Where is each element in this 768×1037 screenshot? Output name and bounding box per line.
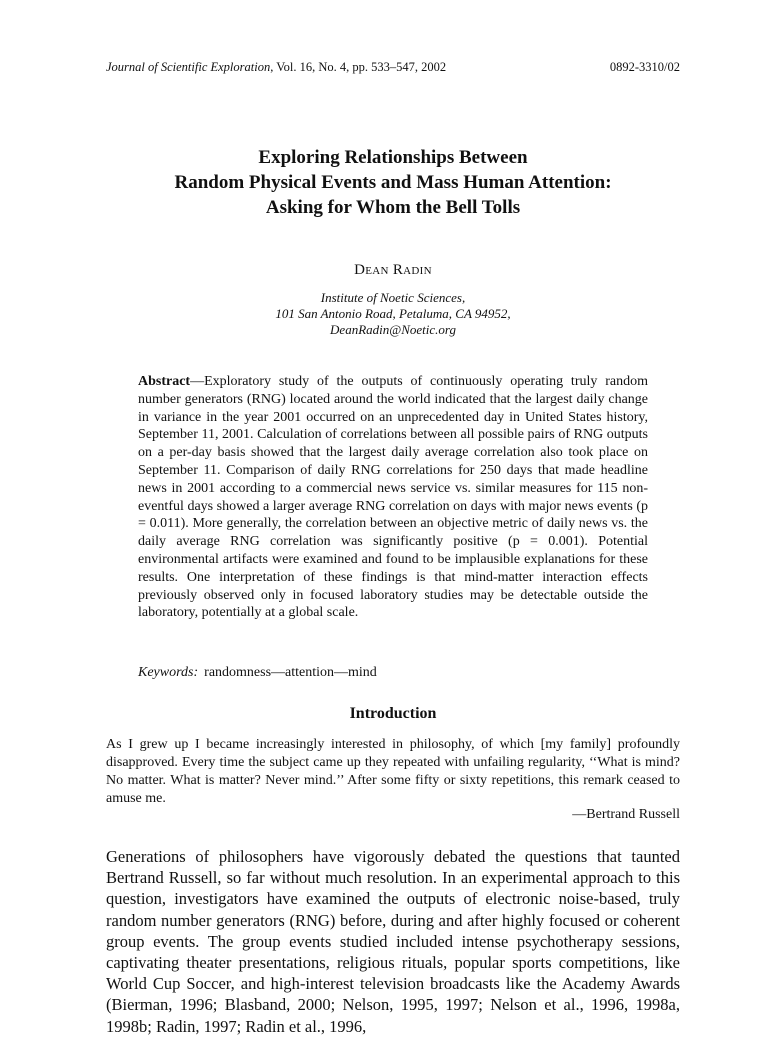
title-line: Exploring Relationships Between: [258, 147, 528, 168]
journal-citation: [106, 60, 446, 75]
author-affiliation: [106, 290, 680, 338]
author-email: DeanRadin@Noetic.org: [330, 322, 456, 337]
section-heading-introduction: Introduction: [349, 705, 437, 722]
author-name: Dean Radin: [354, 262, 432, 278]
paper-title: [106, 145, 680, 220]
keywords: [138, 665, 648, 681]
running-head: [106, 60, 680, 75]
affiliation-institute: Institute of Noetic Sciences,: [320, 290, 466, 305]
volume-pages: , Vol. 16, No. 4, pp. 533–547, 2002: [270, 60, 447, 74]
abstract-text: —Exploratory study of the outputs of continuously operating truly random number generators (RNG) located around the world indicated that the largest daily change in variance in the year 2001 occurred on an unprecedented day in United States history, September 11, 2001. Calculation of correlations between all possible pairs of RNG outputs on a per-day basis showed that the largest daily average correlation also took place on September 11. Comparison of daily RNG correlations for 250 days that made headline news in 2001 according to a commercial news service vs. similar measures for 115 non-eventful days showed a larger average RNG correlation on days with major news events (p = 0.011). More generally, the correlation between an objective metric of daily news vs. the daily average RNG correlation was significantly positive (p = 0.001). Potential environmental artifacts were examined and found to be implausible explanations for these results. One interpretation of these findings is that mind-matter interaction effects previously observed only in focused laboratory studies may be detectable outside the laboratory, potentially at a global scale.: [138, 374, 648, 621]
epigraph-attribution: —Bertrand Russell: [572, 807, 680, 822]
title-line: Random Physical Events and Mass Human Attention:: [174, 172, 612, 193]
abstract: [138, 373, 648, 622]
affiliation-address: 101 San Antonio Road, Petaluma, CA 94952,: [275, 306, 511, 321]
issn: 0892-3310/02: [609, 60, 680, 74]
title-line: Asking for Whom the Bell Tolls: [265, 197, 521, 218]
body-paragraph: Generations of philosophers have vigorously debated the questions that taunted Bertrand Russell, so far without much resolution. In an experimental approach to this question, investigators have examined the outputs of electronic noise-based, truly random number generators (RNG) before, during and after highly focused or coherent group events. The group events studied included intense psychotherapy sessions, captivating theater presentations, religious rituals, popular sports competitions, like World Cup Soccer, and high-interest television broadcasts like the Academy Awards (Bierman, 1996; Blasband, 2000; Nelson, 1995, 1997; Nelson et al., 1996, 1998a, 1998b; Radin, 1997; Radin et al., 1996,: [106, 847, 680, 1036]
epigraph-quote: As I grew up I became increasingly interested in philosophy, of which [my family] profoundly disapproved. Every time the subject came up they repeated with unfailing regularity, ‘‘What is mind? No matter. What is matter? Never mind.’’ After some fifty or sixty repetitions, this remark ceased to amuse me.: [106, 737, 680, 806]
abstract-label: Abstract: [138, 374, 191, 389]
journal-name: Journal of Scientific Exploration: [106, 60, 271, 74]
keywords-text: randomness—attention—mind: [204, 665, 377, 680]
keywords-label: Keywords:: [138, 665, 199, 680]
